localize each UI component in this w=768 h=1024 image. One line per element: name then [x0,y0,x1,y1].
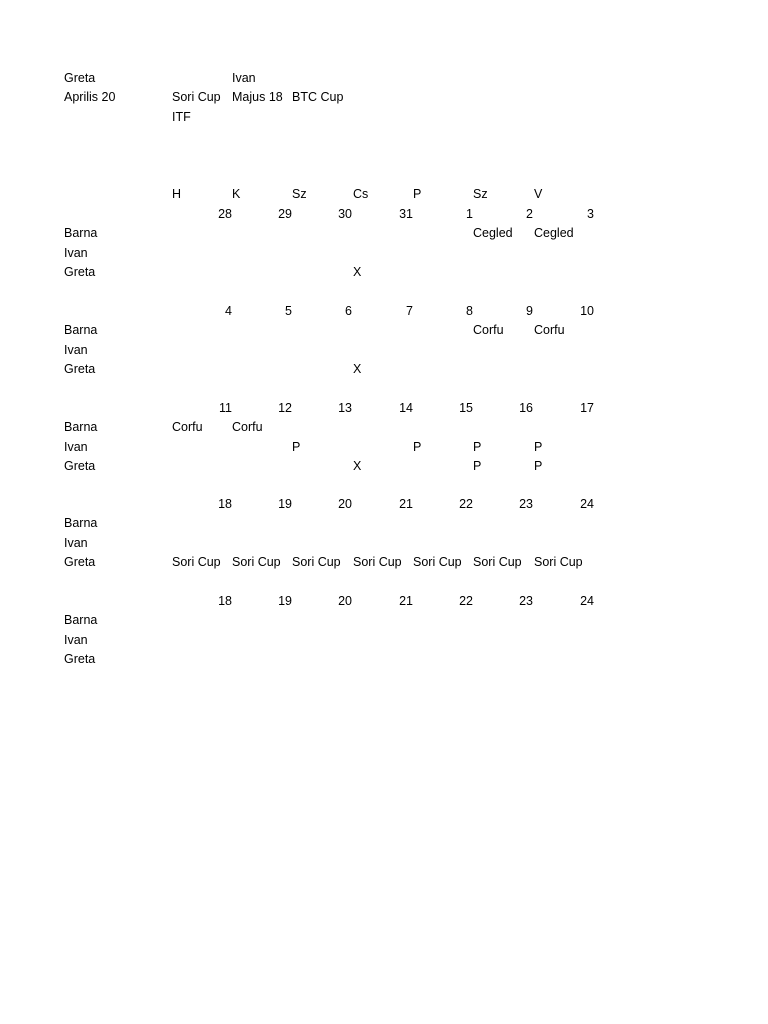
schedule-cell [353,553,413,572]
day-number: 3 [587,207,594,221]
schedule-cell [534,457,594,476]
day-number-cell [413,592,473,611]
schedule-entry: Sori Cup [534,555,583,570]
person-row [0,611,768,630]
schedule-cell [292,553,352,572]
person-name: Barna [64,323,98,338]
week-day-number-row [0,302,768,321]
day-number: 31 [399,207,413,221]
header-greta-name: Greta [64,71,96,85]
person-row [0,650,768,669]
schedule-entry: Corfu [232,420,263,435]
day-number-cell [232,495,292,514]
schedule-entry: Corfu [172,420,203,435]
day-number-cell [534,495,594,514]
schedule-cell [473,553,533,572]
header-ivan-event: BTC Cup [292,90,344,104]
header-row-dates [0,88,768,107]
person-name: Greta [64,265,96,280]
person-name: Greta [64,555,96,570]
day-number-cell [232,399,292,418]
day-number-cell [172,592,232,611]
day-number-cell [353,205,413,224]
schedule-entry: Sori Cup [413,555,462,570]
day-number: 24 [580,497,594,511]
day-number-cell [534,302,594,321]
day-number-cell [473,495,533,514]
person-name: Ivan [64,535,88,550]
header-ivan-name: Ivan [232,71,256,85]
day-number: 20 [338,594,352,608]
day-number: 19 [278,497,292,511]
schedule-cell [232,553,292,572]
weekday-cell [534,185,594,204]
day-number: 6 [345,304,352,318]
weekday-cell [172,185,232,204]
person-row [0,341,768,360]
day-number-cell [292,205,352,224]
weekday-label: Sz [473,187,488,201]
weekday-cell [292,185,352,204]
schedule-cell [473,457,533,476]
schedule-cell [534,321,594,340]
day-number: 18 [218,594,232,608]
schedule-entry: Sori Cup [172,555,221,570]
person-name: Barna [64,613,98,628]
week-day-number-row [0,495,768,514]
weekday-label: H [172,187,182,201]
schedule-cell [353,360,413,379]
day-number: 13 [338,401,352,415]
person-name: Ivan [64,342,88,357]
day-number: 29 [278,207,292,221]
schedule-entry: X [353,459,362,474]
week-day-number-row [0,205,768,224]
schedule-entry: P [534,459,543,474]
schedule-cell [413,553,473,572]
day-number-cell [172,205,232,224]
person-name: Greta [64,362,96,377]
schedule-cell [534,224,594,243]
schedule-entry: Corfu [473,323,504,338]
day-number-cell [353,592,413,611]
header-row-extra [0,108,768,127]
schedule-entry: Sori Cup [232,555,281,570]
person-name: Greta [64,652,96,667]
day-number: 15 [459,401,473,415]
weekday-label: P [413,187,422,201]
person-name: Greta [64,459,96,474]
day-number: 21 [399,497,413,511]
person-row [0,631,768,650]
day-number: 23 [519,497,533,511]
day-number: 8 [466,304,473,318]
day-number: 19 [278,594,292,608]
day-number-cell [413,399,473,418]
day-number: 2 [526,207,533,221]
day-number-cell [292,302,352,321]
person-name: Ivan [64,245,88,260]
schedule-entry: Cegled [473,226,513,241]
day-number-cell [353,495,413,514]
person-row [0,321,768,340]
day-number-cell [413,302,473,321]
day-number: 4 [225,304,232,318]
header-greta-date: Aprilis 20 [64,90,116,104]
schedule-cell [534,553,594,572]
schedule-entry: P [473,439,482,454]
week-day-number-row [0,592,768,611]
schedule-entry: Cegled [534,226,574,241]
person-row [0,457,768,476]
week-day-number-row [0,399,768,418]
day-number: 23 [519,594,533,608]
day-number: 12 [278,401,292,415]
person-row [0,534,768,553]
day-number-cell [172,495,232,514]
schedule-cell [413,438,473,457]
header-ivan-date: Majus 18 [232,90,283,104]
schedule-cell [232,418,292,437]
day-number-cell [232,302,292,321]
day-number: 24 [580,594,594,608]
day-number-cell [232,592,292,611]
schedule-entry: P [413,439,422,454]
weekday-cell [232,185,292,204]
header-greta-event: Sori Cup [172,90,221,104]
schedule-cell [353,263,413,282]
schedule-cell [172,553,232,572]
day-number-cell [473,302,533,321]
person-name: Barna [64,226,98,241]
person-row [0,418,768,437]
person-name: Barna [64,420,98,435]
day-number: 18 [218,497,232,511]
schedule-cell [473,438,533,457]
weekday-cell [353,185,413,204]
day-number: 1 [466,207,473,221]
person-name: Barna [64,516,98,531]
day-number-cell [534,592,594,611]
person-name: Ivan [64,439,88,454]
schedule-cell [353,457,413,476]
schedule-entry: Sori Cup [292,555,341,570]
day-number-cell [473,205,533,224]
weekday-label: Sz [292,187,307,201]
schedule-entry: P [534,439,543,454]
day-number-cell [292,399,352,418]
day-number-cell [353,302,413,321]
weekday-header-row [0,185,768,204]
day-number: 22 [459,497,473,511]
person-row [0,360,768,379]
schedule-entry: X [353,362,362,377]
weekday-label: K [232,187,241,201]
day-number-cell [473,592,533,611]
weekday-cell [413,185,473,204]
schedule-cell [473,224,533,243]
schedule-cell [534,438,594,457]
schedule-entry: Sori Cup [473,555,522,570]
day-number: 10 [580,304,594,318]
header-greta-event2: ITF [172,110,191,124]
person-name: Ivan [64,632,88,647]
schedule-entry: P [473,459,482,474]
person-row [0,553,768,572]
day-number: 30 [338,207,352,221]
day-number: 22 [459,594,473,608]
day-number-cell [353,399,413,418]
schedule-cell [172,418,232,437]
schedule-entry: X [353,265,362,280]
day-number: 20 [338,497,352,511]
day-number-cell [534,399,594,418]
schedule-cell [292,438,352,457]
day-number-cell [413,495,473,514]
day-number: 14 [399,401,413,415]
person-row [0,224,768,243]
weekday-label: Cs [353,187,369,201]
day-number: 21 [399,594,413,608]
day-number: 17 [580,401,594,415]
day-number-cell [232,205,292,224]
day-number: 7 [406,304,413,318]
day-number-cell [413,205,473,224]
day-number-cell [473,399,533,418]
day-number-cell [292,592,352,611]
weekday-label: V [534,187,543,201]
day-number: 5 [285,304,292,318]
day-number: 11 [219,401,232,415]
day-number: 9 [526,304,533,318]
schedule-entry: Corfu [534,323,565,338]
day-number: 16 [519,401,533,415]
schedule-entry: P [292,439,301,454]
day-number: 28 [218,207,232,221]
schedule-entry: Sori Cup [353,555,402,570]
header-row-names [0,69,768,88]
person-row [0,244,768,263]
day-number-cell [172,399,232,418]
schedule-cell [473,321,533,340]
day-number-cell [172,302,232,321]
day-number-cell [534,205,594,224]
person-row [0,438,768,457]
person-row [0,263,768,282]
weekday-cell [473,185,533,204]
day-number-cell [292,495,352,514]
person-row [0,514,768,533]
